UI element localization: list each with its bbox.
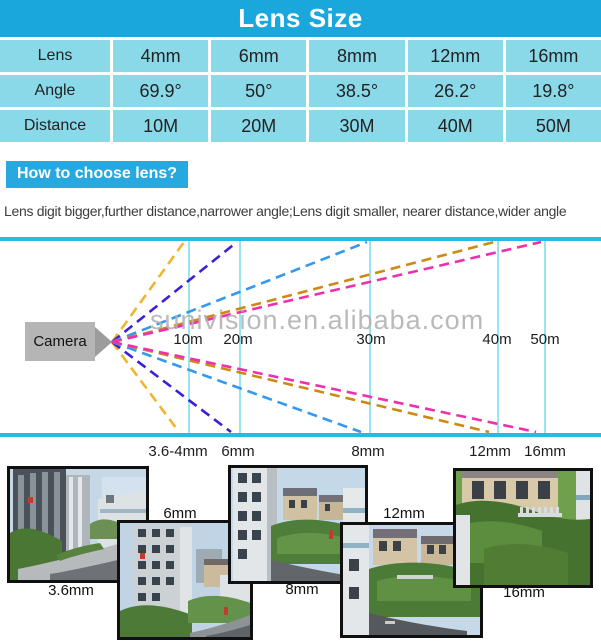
row-header-distance: Distance	[0, 110, 110, 142]
distance-value: 20M	[211, 110, 306, 142]
row-header-lens: Lens	[0, 40, 110, 72]
angle-value: 69.9°	[113, 75, 208, 107]
distance-label-50m: 50m	[530, 331, 560, 348]
sample-photo-16mm	[453, 468, 593, 588]
table-title: Lens Size	[238, 3, 363, 33]
diagram-top-line	[0, 237, 601, 241]
lens-label-8mm: 8mm	[351, 443, 385, 460]
distance-label-10m: 10m	[173, 331, 203, 348]
row-header-angle: Angle	[0, 75, 110, 107]
photo-label-16mm: 16mm	[503, 584, 545, 601]
distance-label-30m: 30m	[356, 331, 386, 348]
distance-label-40m: 40m	[482, 331, 512, 348]
photo-label-8mm: 8mm	[285, 581, 319, 598]
watermark-text: sunivision.en.alibaba.com	[150, 305, 485, 335]
distance-value: 40M	[408, 110, 503, 142]
distance-value: 30M	[309, 110, 404, 142]
angle-value: 19.8°	[506, 75, 601, 107]
lens-label-6mm: 6mm	[221, 443, 255, 460]
camera-label: Camera	[33, 333, 87, 350]
fov-line-12mm-lower	[112, 342, 489, 432]
angle-value: 38.5°	[309, 75, 404, 107]
lens-value: 6mm	[211, 40, 306, 72]
lens-label-16mm: 16mm	[524, 443, 566, 460]
how-to-choose-heading: How to choose lens?	[6, 161, 188, 188]
camera-box	[25, 322, 95, 361]
table-title-bar	[0, 0, 601, 37]
lens-value: 4mm	[113, 40, 208, 72]
lens-choice-description: Lens digit bigger,further distance,narrower angle;Lens digit smaller, nearer distance,wider angle	[4, 203, 567, 219]
lens-size-table	[0, 0, 601, 145]
lens-value: 8mm	[309, 40, 404, 72]
diagram-bottom-line	[0, 433, 601, 437]
lens-value: 16mm	[506, 40, 601, 72]
lens-label-12mm: 12mm	[469, 443, 511, 460]
photo-art-16mm	[456, 471, 590, 585]
camera-lens-cone-icon	[95, 327, 112, 357]
fov-line-3-6-4mm-lower	[112, 342, 179, 432]
table-grid	[0, 40, 601, 142]
distance-value: 50M	[506, 110, 601, 142]
distance-label-20m: 20m	[223, 331, 253, 348]
lens-label-3-6-4mm: 3.6-4mm	[148, 443, 208, 460]
fov-line-6mm-lower	[112, 342, 231, 432]
photo-label-6mm: 6mm	[163, 505, 197, 522]
photo-label-12mm: 12mm	[383, 505, 425, 522]
distance-value: 10M	[113, 110, 208, 142]
angle-value: 26.2°	[408, 75, 503, 107]
lens-value: 12mm	[408, 40, 503, 72]
angle-value: 50°	[211, 75, 306, 107]
photo-label-3-6mm: 3.6mm	[48, 582, 94, 599]
